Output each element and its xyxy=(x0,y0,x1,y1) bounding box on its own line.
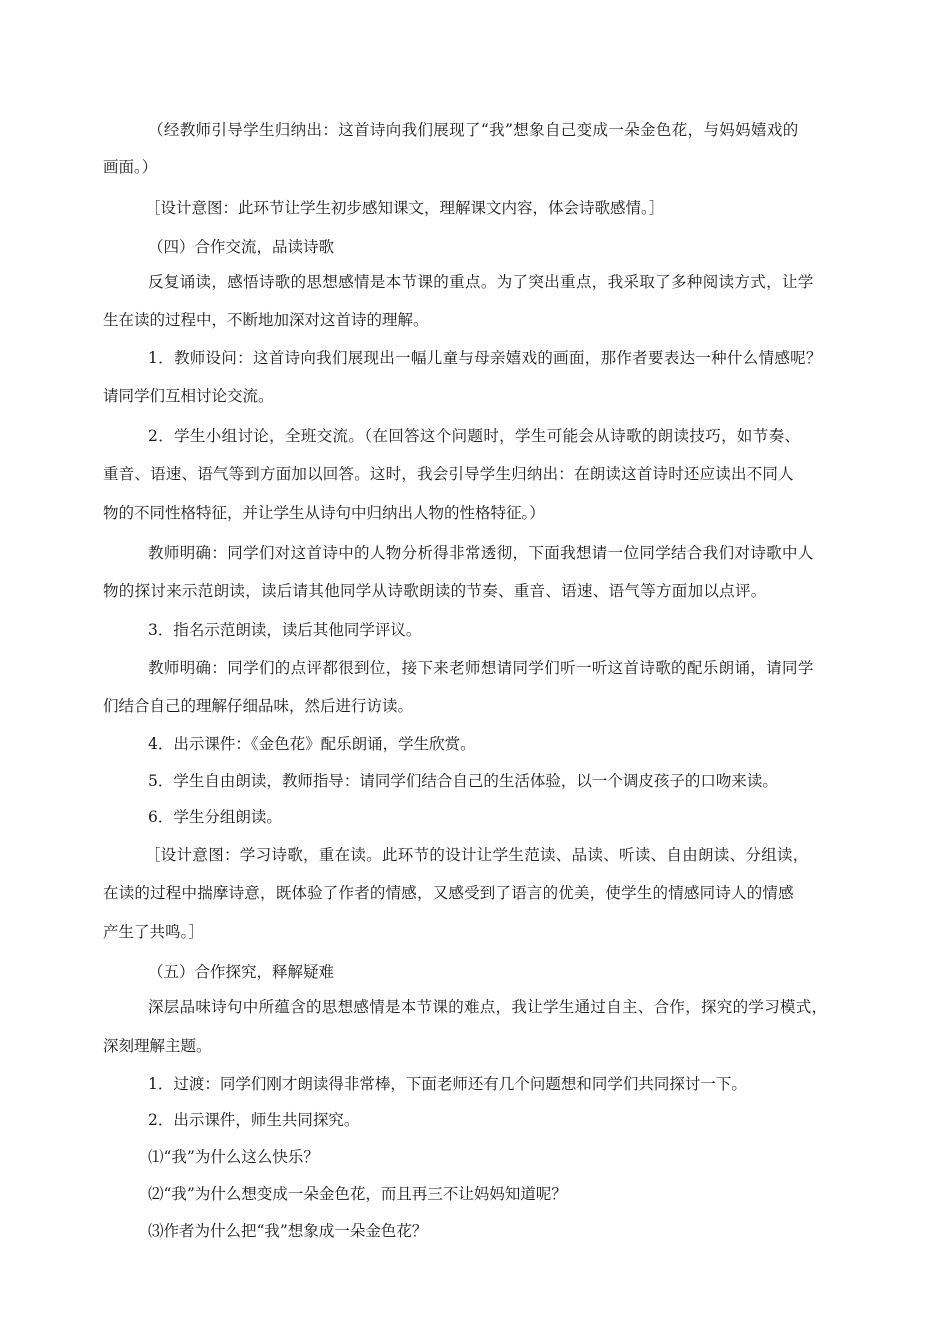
paragraph-line: 重音、语速、语气等到方面加以回答。这时，我会引导学生归纳出：在朗读这首诗时还应读出不同人 xyxy=(103,465,794,483)
design-intent-note: ［设计意图：学习诗歌，重在读。此环节的设计让学生范读、品读、听读、自由朗读、分组读， xyxy=(145,846,809,864)
paragraph-line: 教师明确：同学们的点评都很到位，接下来老师想请同学们听一听这首诗歌的配乐朗诵，请同学 xyxy=(148,659,814,677)
section-heading: （五）合作探究，释解疑难 xyxy=(148,963,335,981)
paragraph-line: （经教师引导学生归纳出：这首诗向我们展现了“我”想象自己变成一朵金色花，与妈妈嬉戏的 xyxy=(148,121,799,139)
question-item: ⑵“我”为什么想变成一朵金色花，而且再三不让妈妈知道呢？ xyxy=(148,1185,567,1203)
list-item: 6．学生分组朗读。 xyxy=(148,808,282,826)
paragraph-line: 生在读的过程中，不断地加深对这首诗的理解。 xyxy=(103,311,429,329)
paragraph-line: 物的不同性格特征，并让学生从诗句中归纳出人物的性格特征。） xyxy=(103,504,545,522)
paragraph-line: 深层品味诗句中所蕴含的思想感情是本节课的难点，我让学生通过自主、合作，探究的学习模式， xyxy=(148,998,828,1016)
paragraph-line: 在读的过程中揣摩诗意，既体验了作者的情感，又感受到了语言的优美，使学生的情感同诗人的情感 xyxy=(103,884,794,902)
list-item: 5．学生自由朗读，教师指导：请同学们结合自己的生活体验，以一个调皮孩子的口吻来读。 xyxy=(148,772,778,790)
list-item: 2．出示课件，师生共同探究。 xyxy=(148,1111,360,1129)
list-item: 4．出示课件：《金色花》配乐朗诵，学生欣赏。 xyxy=(148,735,476,753)
paragraph-line: 们结合自己的理解仔细品味，然后进行访读。 xyxy=(103,697,414,715)
paragraph-line: 请同学们互相讨论交流。 xyxy=(103,387,274,405)
paragraph-line: 画面。） xyxy=(103,158,158,176)
paragraph-line: 产生了共鸣。］ xyxy=(103,923,204,941)
list-item: 1．教师设问：这首诗向我们展现出一幅儿童与母亲嬉戏的画面，那作者要表达一种什么情感呢？ xyxy=(148,349,822,367)
section-heading: （四）合作交流，品读诗歌 xyxy=(148,238,335,256)
paragraph-line: 深刻理解主题。 xyxy=(103,1037,212,1055)
question-item: ⑶作者为什么把“我”想象成一朵金色花？ xyxy=(148,1222,428,1240)
paragraph-line: 物的探讨来示范朗读，读后请其他同学从诗歌朗读的节奏、重音、语速、语气等方面加以点评。 xyxy=(103,582,767,600)
paragraph-line: 反复诵读，感悟诗歌的思想感情是本节课的重点。为了突出重点，我采取了多种阅读方式，让学 xyxy=(148,273,814,291)
design-intent-note: ［设计意图：此环节让学生初步感知课文，理解课文内容，体会诗歌感情。］ xyxy=(145,199,665,217)
paragraph-line: 教师明确：同学们对这首诗中的人物分析得非常透彻，下面我想请一位同学结合我们对诗歌中人 xyxy=(148,544,814,562)
list-item: 1．过渡：同学们刚才朗读得非常棒，下面老师还有几个问题想和同学们共同探讨一下。 xyxy=(148,1075,747,1093)
list-item: 2．学生小组讨论，全班交流。（在回答这个问题时，学生可能会从诗歌的朗读技巧，如节奏、 xyxy=(148,427,801,445)
list-item: 3．指名示范朗读，读后其他同学评议。 xyxy=(148,621,422,639)
question-item: ⑴“我”为什么这么快乐？ xyxy=(148,1148,319,1166)
